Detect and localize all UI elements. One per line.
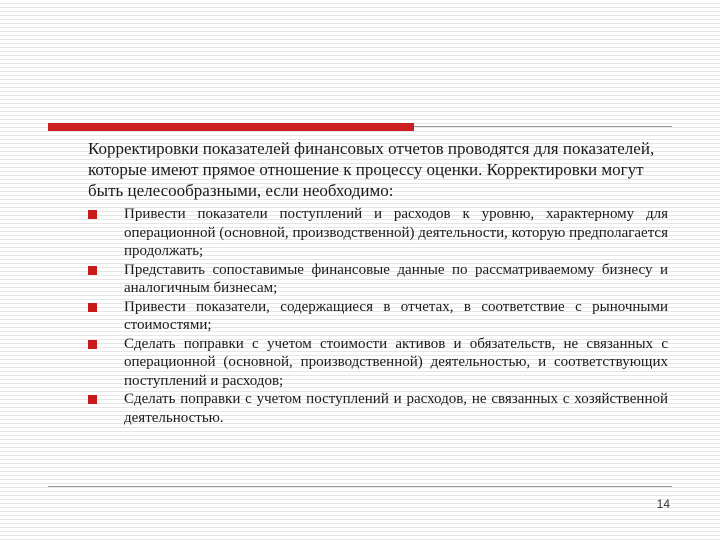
- bullet-text: Сделать поправки с учетом стоимости активов и обязательств, не связанных с операционной (основной, производственной) деятельностью, и соответствующих поступлений и расходов;: [124, 335, 668, 389]
- bullet-text: Привести показатели поступлений и расходов к уровню, характерному для операционной (основной, производственной) деятельности, которую предполагается продолжать;: [124, 206, 668, 259]
- slide-content: [88, 138, 668, 427]
- square-bullet-icon: [88, 303, 97, 312]
- list-item: [88, 335, 668, 391]
- bullet-text: Привести показатели, содержащиеся в отчетах, в соответствие с рыночными стоимостями;: [124, 298, 668, 333]
- square-bullet-icon: [88, 395, 97, 404]
- square-bullet-icon: [88, 340, 97, 349]
- intro-paragraph: Корректировки показателей финансовых отчетов проводятся для показателей, которые имеют прямое отношение к процессу оценки. Корректировки могут быть целесообразными, если необходимо:: [88, 139, 655, 200]
- list-item: [88, 390, 668, 427]
- square-bullet-icon: [88, 210, 97, 219]
- top-accent-bar: [48, 123, 414, 131]
- list-item: [88, 298, 668, 335]
- list-item: [88, 261, 668, 298]
- bullet-text: Сделать поправки с учетом поступлений и расходов, не связанных с хозяйственной деятельностью.: [124, 391, 668, 426]
- bullet-text: Представить сопоставимые финансовые данные по рассматриваемому бизнесу и аналогичным бизнесам;: [124, 261, 668, 296]
- list-item: [88, 205, 668, 261]
- bullet-list: [88, 205, 668, 427]
- page-number: 14: [656, 497, 670, 511]
- square-bullet-icon: [88, 266, 97, 275]
- bottom-divider-line: [48, 486, 672, 487]
